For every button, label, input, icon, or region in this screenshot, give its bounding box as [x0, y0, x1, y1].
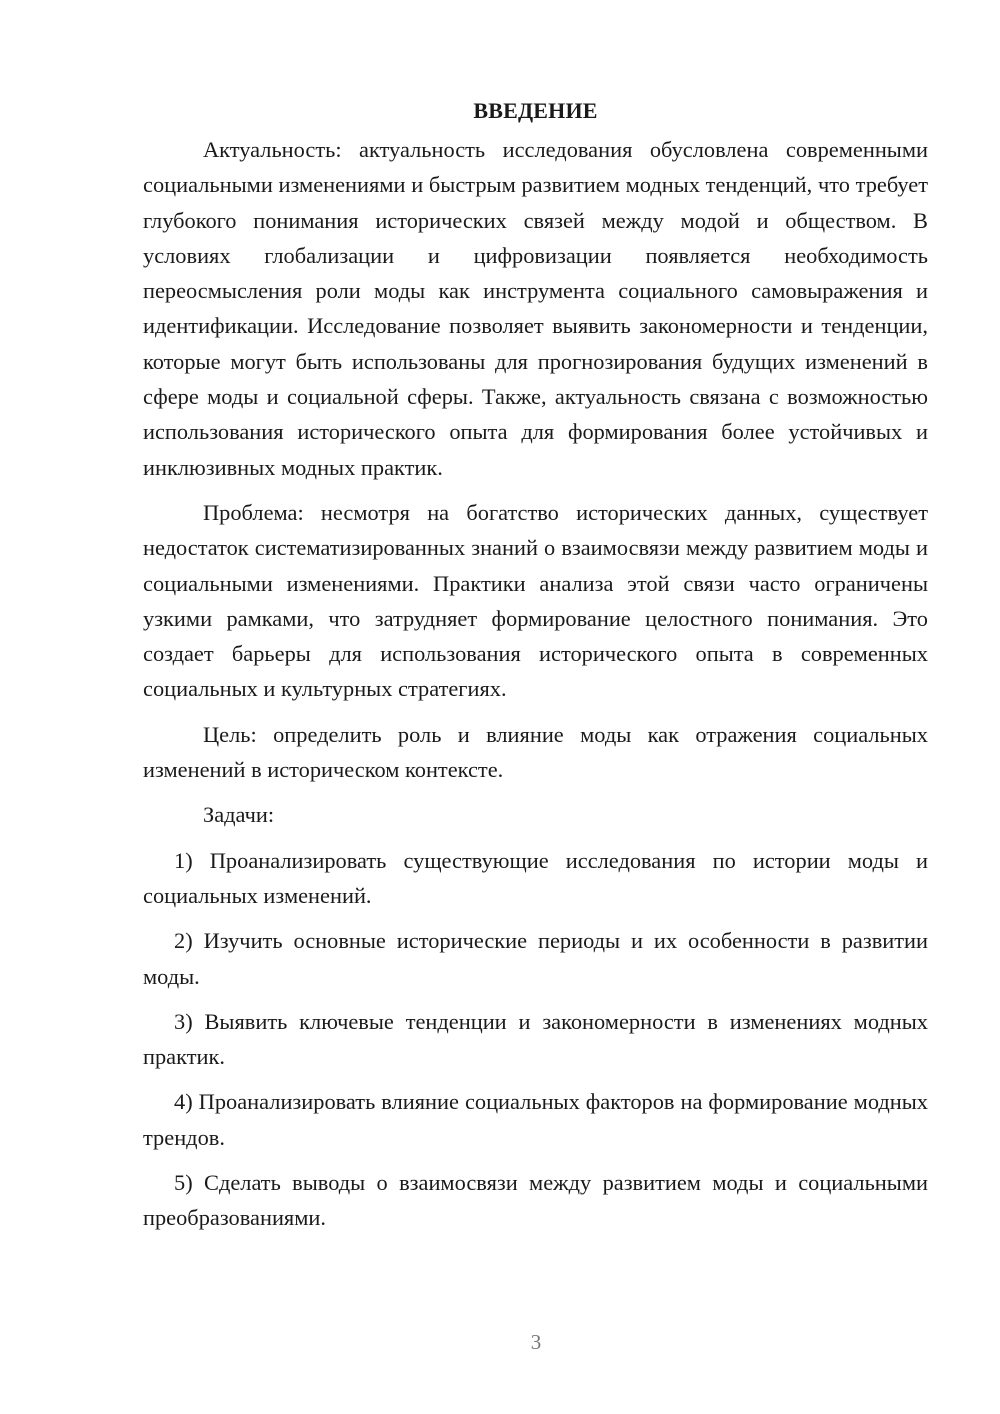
- task-item-4: 4) Проанализировать влияние социальных факторов на формирование модных трендов.: [143, 1089, 928, 1150]
- document-page: [143, 96, 928, 1236]
- task-item-5: 5) Сделать выводы о взаимосвязи между развитием моды и социальными преобразованиями.: [143, 1170, 928, 1231]
- problem-paragraph: Проблема: несмотря на богатство исторических данных, существует недостаток систематизированных знаний о взаимосвязи между развитием моды и социальными изменениями. Практики анализа этой связи часто ограничены узкими рамками, что затрудняет формирование целостного понимания. Это создает барьеры для использования исторического опыта в современных социальных и культурных стратегиях.: [143, 499, 928, 702]
- relevance-paragraph: Актуальность: актуальность исследования обусловлена современными социальными изменениями и быстрым развитием модных тенденций, что требует глубокого понимания исторических связей между модой и обществом. В условиях глобализации и цифровизации появляется необходимость переосмысления роли моды как инструмента социального самовыражения и идентификации. Исследование позволяет выявить закономерности и тенденции, которые могут быть использованы для прогнозирования будущих изменений в сфере моды и социальной сферы. Также, актуальность связана с возможностью использования исторического опыта для формирования более устойчивых и инклюзивных модных практик.: [143, 137, 928, 480]
- task-item-2: 2) Изучить основные исторические периоды и их особенности в развитии моды.: [143, 928, 928, 989]
- task-item-3: 3) Выявить ключевые тенденции и закономерности в изменениях модных практик.: [143, 1008, 928, 1070]
- tasks-label: Задачи:: [203, 802, 275, 828]
- task-item-1: 1) Проанализировать существующие исследования по истории моды и социальных изменений.: [143, 847, 928, 908]
- page-number: 3: [530, 1330, 542, 1354]
- page-title: ВВЕДЕНИЕ: [473, 98, 598, 123]
- goal-paragraph: Цель: определить роль и влияние моды как отражения социальных изменений в историческом контексте.: [143, 721, 928, 783]
